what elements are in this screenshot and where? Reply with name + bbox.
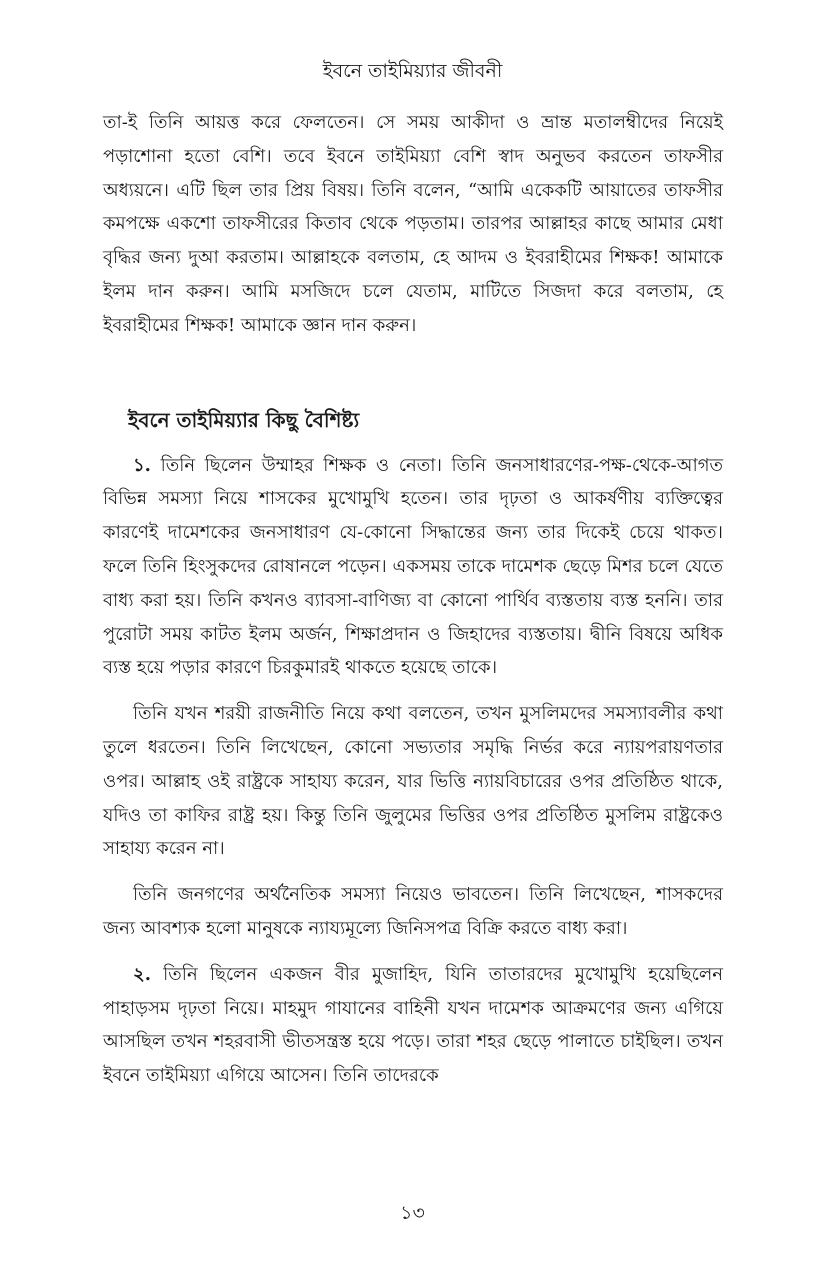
intro-paragraph: তা-ই তিনি আয়ত্ত করে ফেলতেন। সে সময় আকীদা ও ভ্রান্ত মতালম্বীদের নিয়েই পড়াশোনা হতো বেশি। তবে ইবনে তাইমিয়্যা বেশি স্বাদ অনুভব করতেন তাফসীর অধ্যয়নে। এটি ছিল তার প্রিয় বিষয়। তিনি বলেন, “আমি একেকটি আয়াতের তাফসীর কমপক্ষে একশো তাফসীরের কিতাব থেকে পড়তাম। তারপর আল্লাহর কাছে আমার মেধা বৃদ্ধির জন্য দুআ করতাম। আল্লাহকে বলতাম, হে আদম ও ইবরাহীমের শিক্ষক! আমাকে ইলম দান করুন। আমি মসজিদে চলে যেতাম, মাটিতে সিজদা করে বলতাম, হে ইবরাহীমের শিক্ষক! আমাকে জ্ঞান দান করুন। — [103, 112, 723, 336]
point-2-paragraph — [103, 958, 723, 1093]
point-1-paragraph — [103, 449, 723, 686]
economics-paragraph: তিনি জনগণের অর্থনৈতিক সমস্যা নিয়েও ভাবতেন। তিনি লিখেছেন, শাসকদের জন্য আবশ্যক হলো মানুষকে ন্যায্যমূল্যে জিনিসপত্র বিক্রি করতে বাধ্য করা। — [103, 884, 723, 939]
running-head-title: ইবনে তাইমিয়্যার জীবনী — [322, 60, 503, 82]
page-number: ১৩ — [400, 1202, 425, 1224]
point-2-text: তিনি ছিলেন একজন বীর মুজাহিদ, যিনি তাতারদের মুখোমুখি হয়েছিলেন পাহাড়সম দৃঢ়তা নিয়ে। মাহমুদ গাযানের বাহিনী যখন দামেশক আক্রমণের জন্য এগিয়ে আসছিল তখন শহরবাসী ভীতসন্ত্রস্ত হয়ে পড়ে। তারা শহর ছেড়ে পালাতে চাইছিল। তখন ইবনে তাইমিয়্যা এগিয়ে আসেন। তিনি তাদেরকে — [103, 963, 723, 1087]
page-body — [103, 106, 723, 1093]
politics-paragraph: তিনি যখন শরয়ী রাজনীতি নিয়ে কথা বলতেন, তখন মুসলিমদের সমস্যাবলীর কথা তুলে ধরতেন। তিনি লিখেছেন, কোনো সভ্যতার সমৃদ্ধি নির্ভর করে ন্যায়পরায়ণতার ওপর। আল্লাহ ওই রাষ্ট্রকে সাহায্য করেন, যার ভিত্তি ন্যায়বিচারের ওপর প্রতিষ্ঠিত থাকে, যদিও তা কাফির রাষ্ট্র হয়। কিন্তু তিনি জুলুমের ভিত্তির ওপর প্রতিষ্ঠিত মুসলিম রাষ্ট্রকেও সাহায্য করেন না। — [103, 703, 723, 860]
section-heading: ইবনে তাইমিয়্যার কিছু বৈশিষ্ট্য — [128, 407, 360, 432]
point-2-number: ২. — [133, 963, 151, 985]
point-1-text: তিনি ছিলেন উম্মাহর শিক্ষক ও নেতা। তিনি জনসাধারণের-পক্ষ-থেকে-আগত বিভিন্ন সমস্যা নিয়ে শাসকের মুখোমুখি হতেন। তার দৃঢ়তা ও আকর্ষণীয় ব্যক্তিত্বের কারণেই দামেশকের জনসাধারণ যে-কোনো সিদ্ধান্তের জন্য তার দিকেই চেয়ে থাকত। ফলে তিনি হিংসুকদের রোষানলে পড়েন। একসময় তাকে দামেশক ছেড়ে মিশর চলে যেতে বাধ্য করা হয়। তিনি কখনও ব্যাবসা-বাণিজ্য বা কোনো পার্থিব ব্যস্ততায় ব্যস্ত হননি। তার পুরোটা সময় কাটত ইলম অর্জন, শিক্ষাপ্রদান ও জিহাদের ব্যস্ততায়। দ্বীনি বিষয়ে অধিক ব্যস্ত হয়ে পড়ার কারণে চিরকুমারই থাকতে হয়েছে তাকে। — [103, 454, 723, 679]
point-1-number: ১. — [133, 454, 151, 476]
